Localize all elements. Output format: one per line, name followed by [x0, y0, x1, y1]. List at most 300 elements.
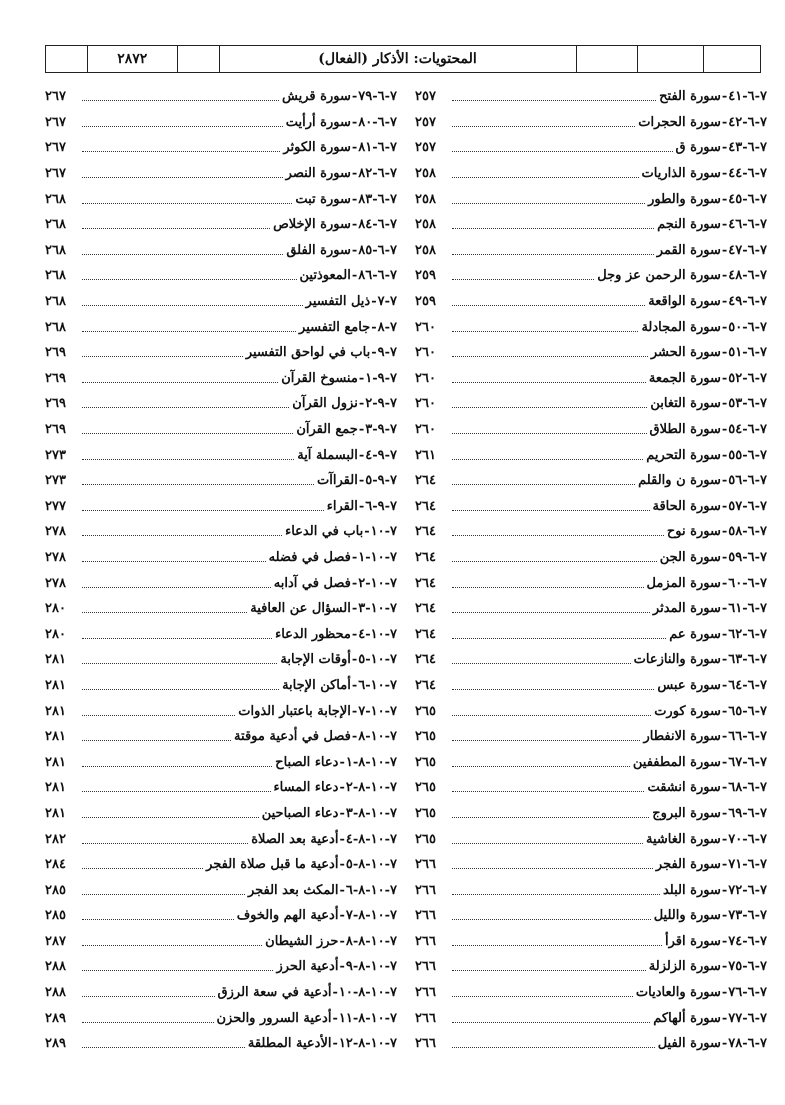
entry-number: ٧-٦-٤٩	[728, 294, 767, 310]
entry-page-number: ٢٦٨	[45, 294, 66, 310]
entry-number: ٧-١٠-٨-٨	[345, 933, 397, 949]
entry-number: ٧-١٠-٨-٢	[345, 780, 397, 796]
toc-entry	[45, 698, 397, 724]
entry-page-number: ٢٨٥	[45, 908, 66, 924]
toc-entry	[415, 1031, 767, 1057]
toc-entry	[415, 442, 767, 468]
entry-separator: -	[721, 498, 728, 514]
entry-title: سورة التحريم	[646, 447, 721, 463]
entry-separator: -	[721, 396, 728, 412]
entry-number: ٧-١٠-٣	[358, 601, 397, 617]
entry-title: أوقات الإجابة	[280, 652, 351, 668]
entry-number: ٧-٦-٤٣	[728, 140, 767, 156]
entry-number: ٧-٦-٥١	[728, 345, 767, 361]
toc-entry	[415, 314, 767, 340]
entry-page-number: ٢٨٧	[45, 933, 66, 949]
contents-left-column	[45, 84, 397, 1057]
entry-number: ٧-٦-٦٦	[728, 729, 767, 745]
entry-number: ٧-٦-٦٠	[728, 575, 767, 591]
entry-number: ٧-١٠-٦	[358, 677, 397, 693]
entry-separator: -	[721, 549, 728, 565]
entry-title: أدعية الهم والخوف	[236, 908, 339, 924]
dot-leader	[82, 459, 294, 460]
header-empty-cell	[46, 46, 88, 72]
entry-title: دعاء الصباح	[275, 754, 339, 770]
entry-separator: -	[721, 831, 728, 847]
entry-title: سورة تبت	[295, 191, 351, 207]
entry-number: ٧-٦-٧٤	[728, 933, 767, 949]
dot-leader	[82, 868, 203, 869]
toc-entry	[45, 110, 397, 136]
entry-separator: -	[358, 447, 365, 463]
entry-separator: -	[351, 652, 358, 668]
entry-page-number: ٢٥٨	[415, 191, 436, 207]
entry-separator: -	[339, 882, 345, 898]
entry-separator: -	[721, 1036, 728, 1052]
entry-separator: -	[358, 370, 365, 386]
entry-title: سورة الحجرات	[638, 114, 721, 130]
dot-leader	[82, 305, 303, 306]
entry-title: دعاء المساء	[273, 780, 339, 796]
entry-page-number: ٢٦٥	[415, 703, 436, 719]
entry-number: ٧-١٠-٨-٣	[345, 805, 397, 821]
toc-entry	[415, 161, 767, 187]
toc-entry	[45, 545, 397, 571]
entry-page-number: ٢٧٣	[45, 473, 66, 489]
entry-title: سورة الفيل	[657, 1036, 721, 1052]
toc-entry	[45, 442, 397, 468]
entry-number: ٧-١٠-٨-٤	[345, 831, 397, 847]
dot-leader	[82, 919, 234, 920]
entry-page-number: ٢٦٠	[415, 396, 436, 412]
entry-number: ٧-٦-٧٦	[728, 985, 767, 1001]
toc-entry	[45, 775, 397, 801]
dot-leader	[452, 151, 673, 152]
entry-title: سورة النجم	[657, 217, 721, 233]
toc-entry	[415, 673, 767, 699]
entry-number: ٧-٦-٧٨	[728, 1036, 767, 1052]
entry-page-number: ٢٨٠	[45, 601, 66, 617]
entry-number: ٧-٦-٤٧	[728, 242, 767, 258]
page-header	[45, 45, 761, 73]
entry-title: سورة قريش	[282, 89, 351, 105]
entry-title: سورة والعاديات	[635, 985, 721, 1001]
entry-separator: -	[721, 89, 728, 105]
dot-leader	[82, 535, 282, 536]
entry-title: أدعية السرور والحزن	[216, 1010, 332, 1026]
entry-title: سورة ألهاكم	[653, 1010, 721, 1026]
entry-number: ٧-٦-٧٠	[728, 831, 767, 847]
entry-page-number: ٢٦٤	[415, 677, 436, 693]
entry-number: ٧-٩-٦	[365, 498, 397, 514]
dot-leader	[82, 945, 262, 946]
toc-entry	[415, 391, 767, 417]
entry-separator: -	[332, 985, 338, 1001]
toc-entry	[45, 186, 397, 212]
entry-separator: -	[351, 140, 358, 156]
entry-number: ٧-٦-٨١	[358, 140, 397, 156]
entry-number: ٧-٦-٦٤	[728, 677, 767, 693]
entry-separator: -	[721, 729, 728, 745]
dot-leader	[82, 151, 280, 152]
dot-leader	[82, 894, 245, 895]
entry-separator: -	[339, 933, 345, 949]
entry-separator: -	[721, 345, 728, 361]
toc-entry	[415, 724, 767, 750]
toc-entry	[45, 929, 397, 955]
toc-entry	[415, 980, 767, 1006]
entry-number: ٧-٦-٦١	[728, 601, 767, 617]
dot-leader	[82, 126, 283, 127]
entry-page-number: ٢٦٠	[415, 370, 436, 386]
entry-page-number: ٢٨١	[45, 729, 66, 745]
entry-number: ٧-٦-٤١	[728, 89, 767, 105]
entry-page-number: ٢٨٨	[45, 985, 66, 1001]
entry-title: سورة نوح	[666, 524, 721, 540]
entry-separator: -	[721, 601, 728, 617]
entry-separator: -	[339, 754, 345, 770]
entry-title: القراء	[326, 498, 358, 514]
entry-page-number: ٢٦١	[415, 447, 436, 463]
entry-number: ٧-٦-٧٩	[358, 89, 397, 105]
entry-number: ٧-٩-٥	[365, 473, 397, 489]
entry-separator: -	[351, 677, 358, 693]
entry-separator: -	[721, 114, 728, 130]
entry-number: ٧-٦-٦٣	[728, 652, 767, 668]
entry-number: ٧-٦-٨٥	[358, 242, 397, 258]
toc-entry	[45, 494, 397, 520]
page-number: ٢٨٧٢	[88, 46, 178, 72]
entry-number: ٧-٦-٤٢	[728, 114, 767, 130]
toc-entry	[415, 545, 767, 571]
entry-separator: -	[721, 447, 728, 463]
dot-leader	[82, 177, 283, 178]
dot-leader	[452, 382, 646, 383]
entry-page-number: ٢٥٨	[415, 166, 436, 182]
entry-page-number: ٢٦٩	[45, 345, 66, 361]
toc-entry	[45, 877, 397, 903]
dot-leader	[452, 817, 649, 818]
entry-title: منسوخ القرآن	[281, 370, 358, 386]
entry-page-number: ٢٨١	[45, 652, 66, 668]
entry-page-number: ٢٦٨	[45, 217, 66, 233]
entry-title: سورة عم	[669, 626, 721, 642]
entry-page-number: ٢٧٨	[45, 549, 66, 565]
entry-title: سورة الحاقة	[652, 498, 721, 514]
dot-leader	[452, 279, 594, 280]
entry-separator: -	[721, 805, 728, 821]
toc-entry	[45, 417, 397, 443]
toc-entry	[415, 1005, 767, 1031]
entry-page-number: ٢٨١	[45, 805, 66, 821]
entry-number: ٧-٦-٦٨	[728, 780, 767, 796]
entry-title: أدعية في سعة الرزق	[217, 985, 332, 1001]
dot-leader	[452, 510, 650, 511]
entry-title: سورة التغابن	[650, 396, 721, 412]
entry-separator: -	[721, 524, 728, 540]
dot-leader	[82, 407, 289, 408]
entry-title: سورة كورت	[654, 703, 721, 719]
toc-entry	[45, 749, 397, 775]
entry-page-number: ٢٦٤	[415, 601, 436, 617]
entry-separator: -	[332, 1010, 338, 1026]
entry-page-number: ٢٦٥	[415, 805, 436, 821]
entry-separator: -	[351, 549, 358, 565]
dot-leader	[452, 919, 651, 920]
toc-entry	[45, 366, 397, 392]
entry-title: سورة والليل	[653, 908, 721, 924]
entry-title: سورة الكوثر	[283, 140, 351, 156]
toc-entry	[45, 84, 397, 110]
dot-leader	[82, 561, 266, 562]
toc-entry	[45, 673, 397, 699]
entry-separator: -	[364, 524, 370, 540]
entry-separator: -	[721, 140, 728, 156]
entry-title: البسملة آية	[297, 447, 358, 463]
entry-page-number: ٢٨٩	[45, 1010, 66, 1026]
toc-entry	[415, 954, 767, 980]
entry-separator: -	[721, 933, 728, 949]
entry-page-number: ٢٦٦	[415, 985, 436, 1001]
entry-number: ٧-٦-٤٤	[728, 166, 767, 182]
entry-separator: -	[371, 345, 377, 361]
header-empty-cell	[704, 46, 760, 72]
toc-entry	[415, 801, 767, 827]
entry-number: ٧-١٠	[370, 524, 397, 540]
toc-entry	[415, 468, 767, 494]
entry-page-number: ٢٨١	[45, 780, 66, 796]
entry-number: ٧-٦-٥٩	[728, 549, 767, 565]
entry-title: فصل في فضله	[268, 549, 351, 565]
entry-page-number: ٢٦٠	[415, 319, 436, 335]
entry-page-number: ٢٦٩	[45, 422, 66, 438]
entry-separator: -	[351, 166, 358, 182]
entry-title: سورة الحشر	[650, 345, 721, 361]
entry-number: ٧-٦-٦٢	[728, 626, 767, 642]
entry-page-number: ٢٧٧	[45, 498, 66, 514]
entry-separator: -	[351, 242, 358, 258]
entry-separator: -	[332, 1036, 338, 1052]
entry-page-number: ٢٧٨	[45, 575, 66, 591]
entry-title: سورة المجادلة	[641, 319, 721, 335]
entry-separator: -	[721, 268, 728, 284]
dot-leader	[82, 433, 293, 434]
entry-separator: -	[721, 166, 728, 182]
entry-title: أدعية بعد الصلاة	[251, 831, 339, 847]
contents-right-column	[415, 84, 767, 1057]
dot-leader	[82, 382, 278, 383]
entry-title: السؤال عن العافية	[250, 601, 351, 617]
entry-title: سورة المدثر	[652, 601, 721, 617]
toc-entry	[415, 877, 767, 903]
entry-separator: -	[351, 217, 358, 233]
entry-page-number: ٢٦٥	[415, 729, 436, 745]
entry-page-number: ٢٨٨	[45, 959, 66, 975]
entry-title: سورة الغاشية	[646, 831, 721, 847]
entry-separator: -	[351, 626, 358, 642]
dot-leader	[82, 587, 271, 588]
entry-number: ٧-١٠-٨-٩	[345, 959, 397, 975]
toc-entry	[45, 1031, 397, 1057]
entry-title: سورة الفتح	[659, 89, 721, 105]
entry-separator: -	[721, 1010, 728, 1026]
toc-entry	[45, 1005, 397, 1031]
dot-leader	[452, 561, 657, 562]
dot-leader	[452, 970, 646, 971]
entry-separator: -	[721, 908, 728, 924]
entry-separator: -	[371, 319, 377, 335]
entry-separator: -	[721, 626, 728, 642]
entry-page-number: ٢٦٤	[415, 575, 436, 591]
entry-title: سورة عبس	[657, 677, 721, 693]
entry-separator: -	[358, 473, 365, 489]
entry-title: سورة الجمعة	[648, 370, 721, 386]
entry-page-number: ٢٦٧	[45, 140, 66, 156]
entry-separator: -	[339, 959, 345, 975]
dot-leader	[452, 305, 645, 306]
entry-page-number: ٢٦٤	[415, 498, 436, 514]
entry-title: ذيل التفسير	[305, 294, 371, 310]
toc-entry	[45, 135, 397, 161]
entry-title: سورة أرأيت	[285, 114, 351, 130]
entry-number: ٧-١٠-٨-٥	[345, 857, 397, 873]
dot-leader	[452, 996, 633, 997]
dot-leader	[82, 970, 273, 971]
entry-title: المكث بعد الفجر	[247, 882, 339, 898]
entry-number: ٧-٦-٦٩	[728, 805, 767, 821]
dot-leader	[82, 740, 231, 741]
entry-page-number: ٢٥٨	[415, 217, 436, 233]
toc-entry	[45, 314, 397, 340]
entry-separator: -	[339, 908, 345, 924]
entry-separator: -	[721, 294, 728, 310]
dot-leader	[82, 254, 283, 255]
entry-page-number: ٢٥٨	[415, 242, 436, 258]
toc-entry	[415, 289, 767, 315]
entry-title: محظور الدعاء	[275, 626, 351, 642]
toc-entry	[45, 161, 397, 187]
dot-leader	[452, 331, 638, 332]
entry-page-number: ٢٨١	[45, 703, 66, 719]
entry-page-number: ٢٥٩	[415, 268, 436, 284]
entry-title: سورة المطففين	[632, 754, 721, 770]
entry-separator: -	[351, 191, 358, 207]
entry-page-number: ٢٦٧	[45, 114, 66, 130]
entry-separator: -	[721, 217, 728, 233]
entry-separator: -	[721, 703, 728, 719]
entry-separator: -	[358, 422, 365, 438]
entry-title: دعاء الصباحين	[261, 805, 339, 821]
entry-separator: -	[339, 857, 345, 873]
toc-entry	[45, 647, 397, 673]
entry-title: حرز الشيطان	[265, 933, 339, 949]
toc-entry	[45, 289, 397, 315]
dot-leader	[452, 663, 631, 664]
entry-title: سورة ن والقلم	[638, 473, 721, 489]
entry-page-number: ٢٦٨	[45, 319, 66, 335]
dot-leader	[82, 996, 215, 997]
entry-number: ٧-٦-٨٦	[358, 268, 397, 284]
toc-entry	[45, 238, 397, 264]
entry-number: ٧-١٠-٢	[358, 575, 397, 591]
toc-entry	[45, 954, 397, 980]
entry-number: ٧-١٠-٨-٦	[345, 882, 397, 898]
toc-entry	[415, 570, 767, 596]
dot-leader	[82, 766, 272, 767]
entry-number: ٧-٦-٨٣	[358, 191, 397, 207]
entry-number: ٧-١٠-٤	[358, 626, 397, 642]
toc-entry	[45, 852, 397, 878]
toc-entry	[45, 263, 397, 289]
entry-number: ٧-١٠-٨-١٠	[338, 985, 397, 1001]
toc-entry	[415, 698, 767, 724]
entry-page-number: ٢٦٥	[415, 754, 436, 770]
dot-leader	[452, 535, 664, 536]
entry-title: سورة اقرأ	[665, 933, 721, 949]
entry-number: ٧-١٠-٨-١١	[338, 1010, 397, 1026]
entry-separator: -	[721, 473, 728, 489]
entry-separator: -	[339, 780, 345, 796]
entry-separator: -	[358, 396, 365, 412]
entry-number: ٧-١٠-٧	[358, 703, 397, 719]
entry-page-number: ٢٨٢	[45, 831, 66, 847]
entry-page-number: ٢٦٨	[45, 242, 66, 258]
toc-entry	[45, 212, 397, 238]
toc-entry	[415, 596, 767, 622]
entry-title: نزول القرآن	[292, 396, 358, 412]
entry-title: سورة والطور	[648, 191, 721, 207]
dot-leader	[82, 843, 248, 844]
entry-separator: -	[721, 780, 728, 796]
toc-entry	[415, 84, 767, 110]
entry-page-number: ٢٨١	[45, 754, 66, 770]
toc-entry	[415, 749, 767, 775]
entry-page-number: ٢٦٦	[415, 908, 436, 924]
entry-separator: -	[721, 959, 728, 975]
entry-title: سورة النصر	[285, 166, 351, 182]
dot-leader	[452, 126, 635, 127]
entry-number: ٧-٦-٥٨	[728, 524, 767, 540]
entry-page-number: ٢٦٧	[45, 166, 66, 182]
dot-leader	[82, 1047, 245, 1048]
entry-number: ٧-٦-٧٢	[728, 882, 767, 898]
entry-page-number: ٢٦٤	[415, 626, 436, 642]
entry-page-number: ٢٦٦	[415, 882, 436, 898]
entry-separator: -	[721, 575, 728, 591]
entry-separator: -	[721, 677, 728, 693]
entry-number: ٧-٦-٧٧	[728, 1010, 767, 1026]
dot-leader	[82, 356, 243, 357]
entry-page-number: ٢٦٥	[415, 780, 436, 796]
toc-entry	[415, 366, 767, 392]
entry-number: ٧-٦-٨٠	[358, 114, 397, 130]
dot-leader	[452, 638, 666, 639]
entry-number: ٧-٦-٤٨	[728, 268, 767, 284]
toc-entry	[415, 417, 767, 443]
entry-page-number: ٢٥٩	[415, 294, 436, 310]
entry-page-number: ٢٦٨	[45, 268, 66, 284]
entry-separator: -	[371, 294, 377, 310]
toc-entry	[45, 391, 397, 417]
entry-number: ٧-٦-٤٥	[728, 191, 767, 207]
dot-leader	[452, 843, 643, 844]
toc-entry	[415, 110, 767, 136]
entry-number: ٧-١٠-٨	[358, 729, 397, 745]
entry-separator: -	[721, 370, 728, 386]
entry-title: باب في لواحق التفسير	[245, 345, 371, 361]
entry-title: سورة المزمل	[646, 575, 721, 591]
dot-leader	[82, 638, 272, 639]
